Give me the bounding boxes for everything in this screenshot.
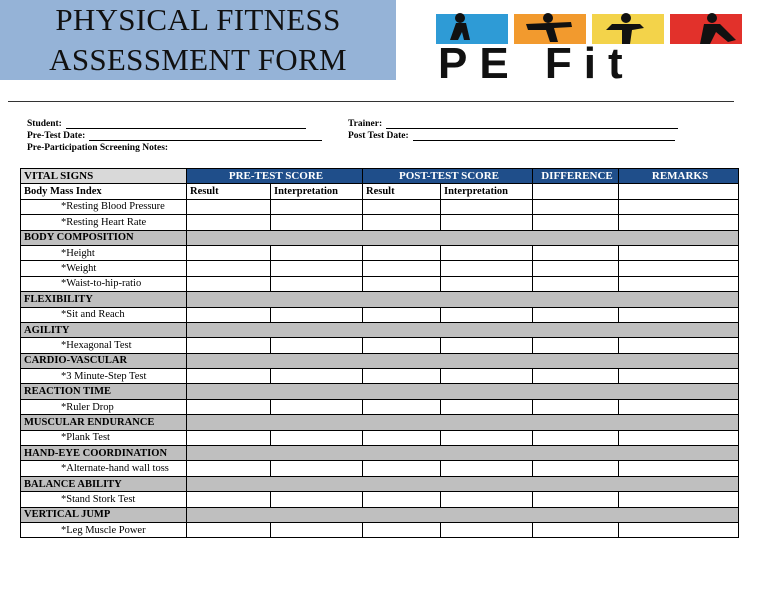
pre-result-cell[interactable] <box>187 261 271 276</box>
category-fill <box>187 476 739 491</box>
post-result-cell[interactable] <box>363 399 441 414</box>
category-fill <box>187 292 739 307</box>
difference-cell[interactable] <box>533 307 619 322</box>
category-label: BALANCE ABILITY <box>21 476 187 491</box>
remarks-cell[interactable] <box>619 276 739 291</box>
difference-cell[interactable] <box>533 261 619 276</box>
student-field[interactable] <box>27 119 306 129</box>
difference-cell[interactable] <box>533 215 619 230</box>
pre-result-cell[interactable] <box>187 369 271 384</box>
table-row <box>21 369 739 384</box>
post-result-cell[interactable] <box>363 245 441 260</box>
difference-cell[interactable] <box>533 338 619 353</box>
category-row <box>21 415 739 430</box>
pre-interpretation-cell[interactable] <box>271 307 363 322</box>
header-difference: DIFFERENCE <box>533 169 619 184</box>
pre-interpretation-cell[interactable] <box>271 261 363 276</box>
pre-interpretation-cell[interactable] <box>271 430 363 445</box>
table-subheader-row <box>21 184 739 199</box>
remarks-cell[interactable] <box>619 338 739 353</box>
remarks-cell[interactable] <box>619 369 739 384</box>
difference-cell[interactable] <box>533 276 619 291</box>
table-row <box>21 430 739 445</box>
remarks-cell[interactable] <box>619 199 739 214</box>
remarks-cell[interactable] <box>619 492 739 507</box>
pre-result-cell[interactable] <box>187 399 271 414</box>
subheader-bmi: Body Mass Index <box>21 184 187 199</box>
category-label: BODY COMPOSITION <box>21 230 187 245</box>
post-test-date-label: Post Test Date: <box>348 131 409 141</box>
table-row <box>21 199 739 214</box>
student-label: Student: <box>27 119 62 129</box>
post-result-cell[interactable] <box>363 307 441 322</box>
pre-result-cell[interactable] <box>187 245 271 260</box>
difference-cell[interactable] <box>533 430 619 445</box>
screening-notes-field[interactable] <box>27 143 168 153</box>
category-label: MUSCULAR ENDURANCE <box>21 415 187 430</box>
test-label: *Alternate-hand wall toss <box>21 461 187 476</box>
post-result-cell[interactable] <box>363 461 441 476</box>
assessment-table <box>20 168 739 538</box>
pre-result-cell[interactable] <box>187 338 271 353</box>
pre-test-date-field[interactable] <box>27 131 322 141</box>
test-label: *Plank Test <box>21 430 187 445</box>
pre-interpretation-cell[interactable] <box>271 215 363 230</box>
test-label: *Height <box>21 245 187 260</box>
form-title-line1: PHYSICAL FITNESS <box>55 2 341 37</box>
test-label: *Resting Heart Rate <box>21 215 187 230</box>
post-interpretation-cell[interactable] <box>441 430 533 445</box>
category-fill <box>187 507 739 522</box>
table-row <box>21 492 739 507</box>
post-result-cell[interactable] <box>363 430 441 445</box>
pre-interpretation-cell[interactable] <box>271 399 363 414</box>
pre-interpretation-cell[interactable] <box>271 522 363 537</box>
remarks-cell[interactable] <box>619 215 739 230</box>
remarks-cell[interactable] <box>619 461 739 476</box>
post-interpretation-cell[interactable] <box>441 492 533 507</box>
difference-cell[interactable] <box>533 245 619 260</box>
table-row <box>21 307 739 322</box>
table-row <box>21 461 739 476</box>
category-fill <box>187 446 739 461</box>
subheader-pre-interpretation: Interpretation <box>271 184 363 199</box>
category-label: HAND-EYE COORDINATION <box>21 446 187 461</box>
post-interpretation-cell[interactable] <box>441 307 533 322</box>
test-label: *Weight <box>21 261 187 276</box>
pre-result-cell[interactable] <box>187 215 271 230</box>
category-row <box>21 322 739 337</box>
header-remarks: REMARKS <box>619 169 739 184</box>
post-interpretation-cell[interactable] <box>441 522 533 537</box>
remarks-cell[interactable] <box>619 399 739 414</box>
category-fill <box>187 384 739 399</box>
pre-result-cell[interactable] <box>187 522 271 537</box>
test-label: *Waist-to-hip-ratio <box>21 276 187 291</box>
category-label: CARDIO-VASCULAR <box>21 353 187 368</box>
post-interpretation-cell[interactable] <box>441 215 533 230</box>
trainer-field[interactable] <box>348 119 678 129</box>
header-post-test: POST-TEST SCORE <box>363 169 533 184</box>
test-label: *Hexagonal Test <box>21 338 187 353</box>
difference-cell[interactable] <box>533 184 619 199</box>
table-row <box>21 399 739 414</box>
category-row <box>21 476 739 491</box>
category-row <box>21 353 739 368</box>
category-row <box>21 292 739 307</box>
pre-result-cell[interactable] <box>187 461 271 476</box>
remarks-cell[interactable] <box>619 245 739 260</box>
post-interpretation-cell[interactable] <box>441 261 533 276</box>
test-label: *Ruler Drop <box>21 399 187 414</box>
category-row <box>21 384 739 399</box>
logo-text: PE Fit <box>438 39 635 80</box>
remarks-cell[interactable] <box>619 430 739 445</box>
pre-result-cell[interactable] <box>187 430 271 445</box>
remarks-cell[interactable] <box>619 184 739 199</box>
header-pre-test: PRE-TEST SCORE <box>187 169 363 184</box>
pe-fit-logo <box>436 10 746 80</box>
post-result-cell[interactable] <box>363 369 441 384</box>
category-label: VERTICAL JUMP <box>21 507 187 522</box>
post-result-cell[interactable] <box>363 215 441 230</box>
post-interpretation-cell[interactable] <box>441 276 533 291</box>
post-interpretation-cell[interactable] <box>441 369 533 384</box>
test-label: *Sit and Reach <box>21 307 187 322</box>
table-row <box>21 338 739 353</box>
pre-interpretation-cell[interactable] <box>271 492 363 507</box>
difference-cell[interactable] <box>533 399 619 414</box>
subheader-pre-result: Result <box>187 184 271 199</box>
pre-result-cell[interactable] <box>187 307 271 322</box>
pre-result-cell[interactable] <box>187 199 271 214</box>
category-row <box>21 507 739 522</box>
category-row <box>21 230 739 245</box>
pre-test-date-label: Pre-Test Date: <box>27 131 86 141</box>
category-row <box>21 446 739 461</box>
post-interpretation-cell[interactable] <box>441 245 533 260</box>
divider <box>8 101 734 102</box>
difference-cell[interactable] <box>533 492 619 507</box>
category-fill <box>187 322 739 337</box>
category-fill <box>187 415 739 430</box>
category-fill <box>187 353 739 368</box>
post-result-cell[interactable] <box>363 199 441 214</box>
category-fill <box>187 230 739 245</box>
trainer-label: Trainer: <box>348 119 383 129</box>
pre-result-cell[interactable] <box>187 276 271 291</box>
post-test-date-field[interactable] <box>348 131 675 141</box>
post-interpretation-cell[interactable] <box>441 338 533 353</box>
remarks-cell[interactable] <box>619 261 739 276</box>
table-row <box>21 276 739 291</box>
pre-interpretation-cell[interactable] <box>271 461 363 476</box>
difference-cell[interactable] <box>533 369 619 384</box>
form-title-line2: ASSESSMENT FORM <box>49 42 347 77</box>
test-label: *Resting Blood Pressure <box>21 199 187 214</box>
subheader-post-result: Result <box>363 184 441 199</box>
table-row <box>21 261 739 276</box>
post-interpretation-cell[interactable] <box>441 461 533 476</box>
difference-cell[interactable] <box>533 522 619 537</box>
post-result-cell[interactable] <box>363 276 441 291</box>
post-result-cell[interactable] <box>363 522 441 537</box>
pre-result-cell[interactable] <box>187 492 271 507</box>
test-label: *Stand Stork Test <box>21 492 187 507</box>
table-row <box>21 522 739 537</box>
subheader-post-interpretation: Interpretation <box>441 184 533 199</box>
table-row <box>21 215 739 230</box>
pre-interpretation-cell[interactable] <box>271 199 363 214</box>
pre-interpretation-cell[interactable] <box>271 369 363 384</box>
post-result-cell[interactable] <box>363 261 441 276</box>
test-label: *3 Minute-Step Test <box>21 369 187 384</box>
pre-interpretation-cell[interactable] <box>271 245 363 260</box>
difference-cell[interactable] <box>533 199 619 214</box>
test-label: *Leg Muscle Power <box>21 522 187 537</box>
category-label: FLEXIBILITY <box>21 292 187 307</box>
category-label: AGILITY <box>21 322 187 337</box>
post-interpretation-cell[interactable] <box>441 199 533 214</box>
screening-notes-label: Pre-Participation Screening Notes: <box>27 143 169 153</box>
form-title <box>0 0 396 80</box>
table-header-row <box>21 169 739 184</box>
header-vital-signs: VITAL SIGNS <box>21 169 187 184</box>
post-result-cell[interactable] <box>363 492 441 507</box>
category-label: REACTION TIME <box>21 384 187 399</box>
difference-cell[interactable] <box>533 461 619 476</box>
pre-interpretation-cell[interactable] <box>271 338 363 353</box>
remarks-cell[interactable] <box>619 522 739 537</box>
pre-interpretation-cell[interactable] <box>271 276 363 291</box>
remarks-cell[interactable] <box>619 307 739 322</box>
table-row <box>21 245 739 260</box>
post-result-cell[interactable] <box>363 338 441 353</box>
post-interpretation-cell[interactable] <box>441 399 533 414</box>
